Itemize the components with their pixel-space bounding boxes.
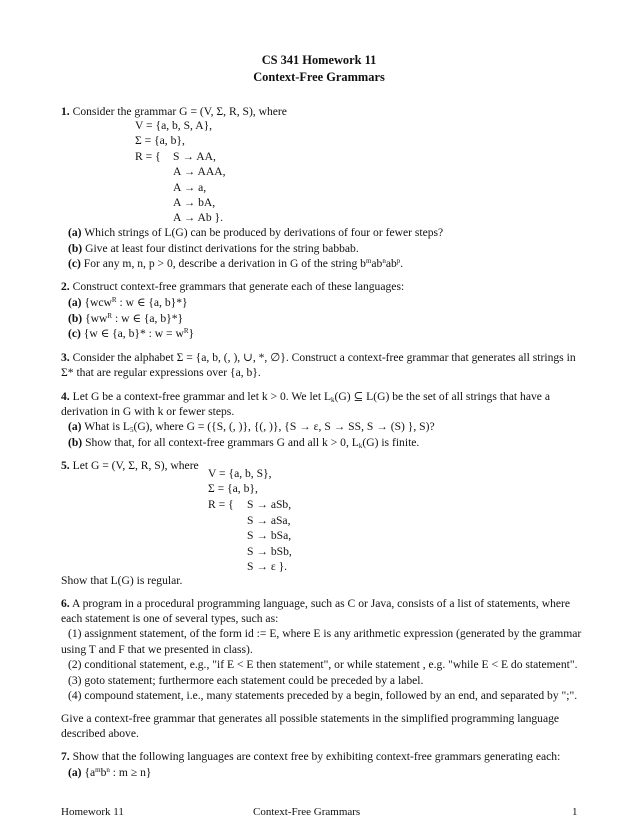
grammar-rule: A → bA, [173, 196, 216, 209]
problem-1b: (b) Give at least four distinct derivations for the string babbab. [68, 242, 359, 255]
problem-2-intro: 2. Construct context-free grammars that generate each of these languages: [61, 280, 405, 293]
problem-7a: (a) {$a^mb^n$ : m ≥ n} [68, 766, 152, 779]
problem-5-alphabet: Σ = {a, b}, [208, 482, 258, 495]
problem-6-task-line-1: Give a context-free grammar that generates all possible statements in the simplified programming language [61, 712, 560, 725]
problem-6-item-1: (1) assignment statement, of the form id := E, where E is any arithmetic expression (generated by the grammar [68, 627, 582, 640]
problem-1c: (c) For any m, n, p > 0, describe a derivation in G of the string $b^mab^nab^p$. [68, 257, 404, 270]
grammar-rule: S → ε }. [247, 560, 288, 573]
grammar-rule: A → Ab }. [173, 211, 224, 224]
problem-7-intro: 7. Show that the following languages are context free by exhibiting context-free grammars generating each: [61, 750, 561, 763]
problem-6-task-line-2: described above. [61, 727, 139, 740]
problem-3-line-1: 3. Consider the alphabet Σ = {a, b, (, ), ∪, *, ∅}. Construct a context-free grammar that generates all strings in [61, 351, 576, 364]
problem-1-intro: 1. Consider the grammar G = (V, Σ, R, S), where [61, 105, 287, 118]
problem-3-line-2: Σ* that are regular expressions over {a, b}. [61, 366, 261, 379]
page-number: 1 [572, 806, 578, 818]
problem-1-variables: V = {a, b, S, A}, [135, 119, 213, 132]
problem-7-number: 7. [61, 750, 70, 763]
problem-4-line-1: 4. Let G be a context-free grammar and let k > 0. We let $L_k(G)$ ⊆ L(G) be the set of all strings that have a [61, 390, 550, 404]
problem-5-intro: 5. Let G = (V, Σ, R, S), where [61, 459, 199, 472]
problem-5-number: 5. [61, 459, 70, 472]
problem-1a: (a) Which strings of L(G) can be produced by derivations of four or fewer steps? [68, 226, 444, 239]
problem-2b: (b) {$ww^R$ : w ∈ {a, b}*} [68, 312, 184, 325]
problem-6-line-2: each statement is one of several types, such as: [61, 612, 279, 625]
problem-4-line-2: derivation in G with k or fewer steps. [61, 405, 235, 418]
problem-4b: (b) Show that, for all context-free grammars G and all k > 0, $L_k(G)$ is finite. [68, 436, 420, 450]
problem-6-item-4: (4) compound statement, i.e., many statements preceded by a begin, followed by an end, and separated by ";". [68, 689, 578, 702]
problem-6-line-1: 6. A program in a procedural programming language, such as C or Java, consists of a list of statements, where [61, 597, 571, 610]
problem-6-item-3: (3) goto statement; furthermore each statement could be preceded by a label. [68, 674, 424, 687]
problem-5-closing: Show that L(G) is regular. [61, 574, 183, 587]
problem-1-rules-lead: R = { [135, 150, 161, 163]
problem-6-item-2: (2) conditional statement, e.g., "if E < E then statement", or while statement , e.g. "while E < E do statement". [68, 658, 578, 671]
grammar-rule: S → bSb, [247, 545, 292, 558]
grammar-rule: A → a, [173, 181, 207, 194]
problem-1-alphabet: Σ = {a, b}, [135, 134, 185, 147]
grammar-rule: S → AA, [173, 150, 216, 163]
problem-3-number: 3. [61, 351, 70, 364]
problem-6-item-1-cont: using T and F that we presented in class). [61, 643, 253, 656]
problem-2a: (a) {wcw$^R$ : w ∈ {a, b}*} [68, 296, 188, 309]
problem-2-number: 2. [61, 280, 70, 293]
problem-2c: (c) {w ∈ {a, b}* : $w = w^R$} [68, 327, 195, 340]
grammar-rule: S → bSa, [247, 529, 292, 542]
problem-5-rules-lead: R = { [208, 498, 234, 511]
problem-4-number: 4. [61, 390, 70, 403]
document-title: CS 341 Homework 11 [261, 53, 377, 67]
footer-center: Context-Free Grammars [253, 806, 361, 818]
problem-4a: (a) What is $L_5(G)$, where G = ({S, (, )}, {(, )}, {S → ε, S → SS, S → (S) }, S)? [68, 420, 435, 434]
footer-left: Homework 11 [61, 806, 124, 818]
problem-6-number: 6. [61, 597, 70, 610]
grammar-rule: S → aSa, [247, 514, 291, 527]
problem-1-number: 1. [61, 105, 70, 118]
problem-5-variables: V = {a, b, S}, [208, 467, 272, 480]
document-subtitle: Context-Free Grammars [253, 70, 385, 84]
grammar-rule: S → aSb, [247, 498, 292, 511]
grammar-rule: A → AAA, [173, 165, 226, 178]
